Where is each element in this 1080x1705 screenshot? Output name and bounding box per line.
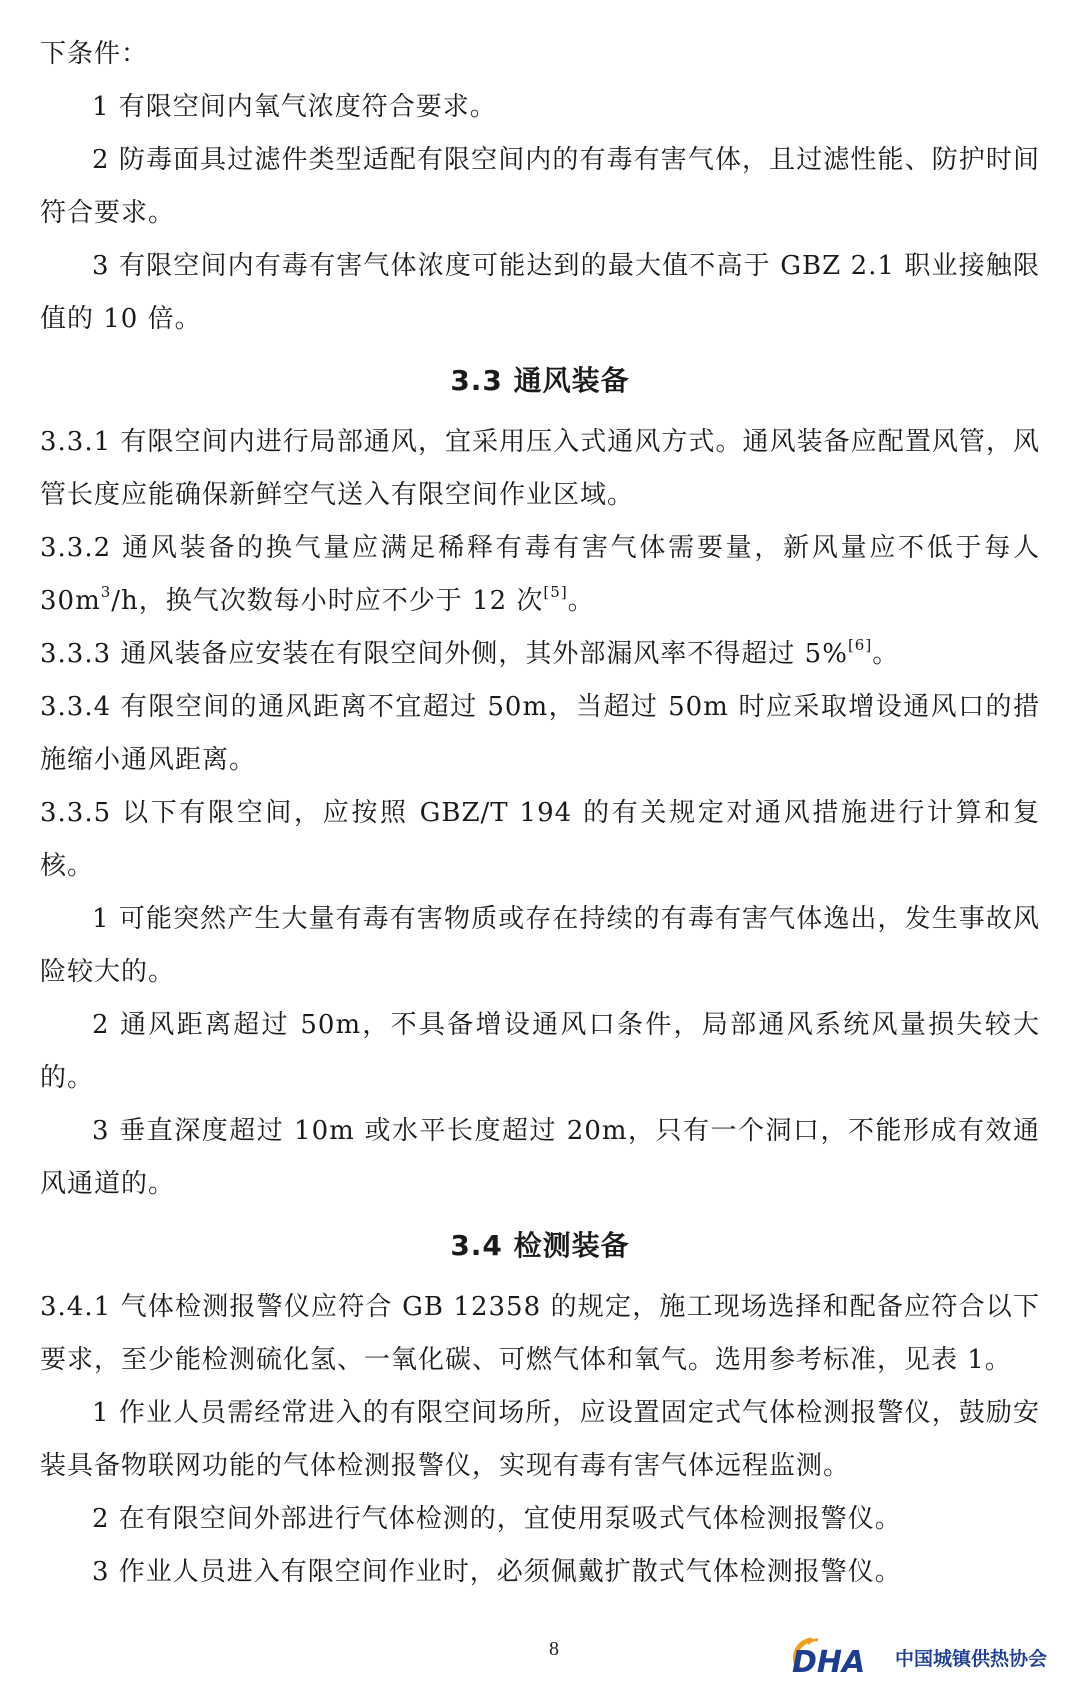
paragraph — [40, 1387, 1040, 1493]
paragraph — [40, 81, 1040, 134]
section-heading — [40, 1215, 1040, 1277]
paragraph-text: 。 — [872, 639, 900, 669]
paragraph-text: 2 在有限空间外部进行气体检测的，宜使用泵吸式气体检测报警仪。 — [92, 1504, 902, 1534]
paragraph-text: 3.3.5 以下有限空间，应按照 GBZ/T 194 的有关规定对通风措施进行计算和复核。 — [40, 798, 1040, 881]
paragraph — [40, 628, 1040, 681]
paragraph-text: 2 防毒面具过滤件类型适配有限空间内的有毒有害气体，且过滤性能、防护时间符合要求。 — [40, 145, 1040, 228]
paragraph — [40, 681, 1040, 787]
document-body — [40, 28, 1040, 1599]
paragraph-text: 3.4.1 气体检测报警仪应符合 GB 12358 的规定，施工现场选择和配备应符合以下要求，至少能检测硫化氢、一氧化碳、可燃气体和氧气。选用参考标准，见表 1。 — [40, 1292, 1040, 1375]
paragraph-text: 3.3.1 有限空间内进行局部通风，宜采用压入式通风方式。通风装备应配置风管，风管长度应能确保新鲜空气送入有限空间作业区域。 — [40, 427, 1040, 510]
paragraph-text: 下条件： — [40, 39, 149, 69]
paragraph-text: 1 作业人员需经常进入的有限空间场所，应设置固定式气体检测报警仪，鼓励安装具备物联网功能的气体检测报警仪，实现有毒有害气体远程监测。 — [40, 1398, 1040, 1481]
paragraph — [40, 522, 1040, 628]
superscript: [6] — [847, 636, 873, 655]
paragraph — [40, 28, 1040, 81]
paragraph-text: 3 垂直深度超过 10m 或水平长度超过 20m，只有一个洞口，不能形成有效通风通道的。 — [40, 1116, 1040, 1199]
paragraph-text: /h，换气次数每小时应不少于 12 次 — [111, 586, 544, 616]
paragraph-text: 3.3.3 通风装备应安装在有限空间外侧，其外部漏风率不得超过 5% — [40, 639, 848, 669]
paragraph — [40, 893, 1040, 999]
paragraph — [40, 134, 1040, 240]
superscript: [5] — [543, 583, 568, 602]
paragraph-text: 1 有限空间内氧气浓度符合要求。 — [92, 92, 497, 122]
paragraph-text: 2 通风距离超过 50m，不具备增设通风口条件，局部通风系统风量损失较大的。 — [40, 1010, 1040, 1093]
cdha-logo-icon — [782, 1632, 892, 1682]
paragraph — [40, 416, 1040, 522]
cdha-logo — [782, 1632, 1072, 1682]
paragraph — [40, 1493, 1040, 1546]
association-name: 中国城镇供热协会 — [895, 1648, 1048, 1670]
page-footer — [0, 1630, 1080, 1690]
paragraph — [40, 999, 1040, 1105]
paragraph-text: 3.3.2 通风装备的换气量应满足稀释有毒有害气体需要量，新风量应不低于每人 30m — [40, 533, 1040, 616]
svg-text:DHA: DHA — [792, 1645, 866, 1680]
paragraph-text: 3 有限空间内有毒有害气体浓度可能达到的最大值不高于 GBZ 2.1 职业接触限值的 10 倍。 — [40, 251, 1040, 334]
page-number: 8 — [549, 1638, 559, 1660]
paragraph-text: 3.3.4 有限空间的通风距离不宜超过 50m，当超过 50m 时应采取增设通风口的措施缩小通风距离。 — [40, 692, 1040, 775]
paragraph — [40, 1105, 1040, 1211]
paragraph — [40, 1546, 1040, 1599]
paragraph — [40, 1281, 1040, 1387]
paragraph — [40, 240, 1040, 346]
paragraph-text: 3.4 检测装备 — [450, 1229, 630, 1262]
superscript: 3 — [100, 583, 112, 602]
section-heading — [40, 350, 1040, 412]
paragraph-text: 3 作业人员进入有限空间作业时，必须佩戴扩散式气体检测报警仪。 — [92, 1557, 902, 1587]
paragraph-text: 。 — [567, 586, 595, 616]
paragraph-text: 3.3 通风装备 — [450, 364, 630, 397]
paragraph — [40, 787, 1040, 893]
paragraph-text: 1 可能突然产生大量有毒有害物质或存在持续的有毒有害气体逸出，发生事故风险较大的。 — [40, 904, 1040, 987]
